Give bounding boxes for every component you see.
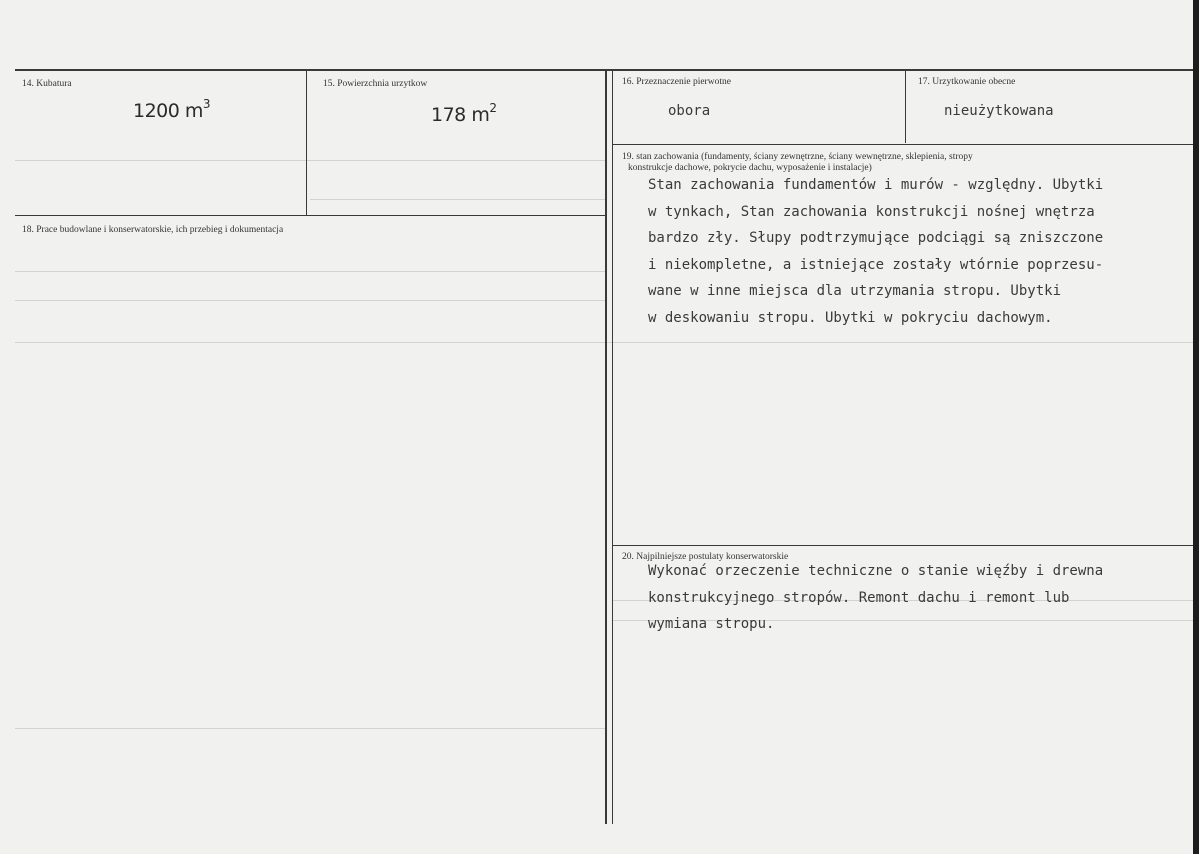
kubatura-value: 1200 $m^3$	[133, 97, 211, 122]
text-line: i niekompletne, a istniejące zostały wtórnie poprzesu-	[648, 256, 1104, 273]
text-line: Wykonać orzeczenie techniczne o stanie więźby i drewna	[648, 563, 1104, 579]
stan-zachowania-text	[648, 172, 1103, 331]
bleed-line	[15, 271, 605, 272]
prace-budowlane-label: 18. Prace budowlane i konserwatorskie, ich przebieg i dokumentacja	[22, 225, 284, 235]
rule-above-18	[15, 215, 605, 216]
center-divider-inner	[612, 71, 613, 824]
uzytkowanie-label: 17. Urzytkowanie obecne	[918, 77, 1016, 87]
uzytkowanie-value: nieużytkowana	[944, 103, 1054, 119]
rule-above-19	[612, 144, 1193, 145]
stan-zachowania-label-2: konstrukcje dachowe, pokrycie dachu, wyposażenie i instalacje)	[628, 163, 872, 173]
przeznaczenie-label: 16. Przeznaczenie pierwotne	[622, 77, 731, 87]
divider-16-17	[905, 71, 906, 143]
divider-14-15	[306, 71, 307, 216]
text-line: w deskowaniu stropu. Ubytki w pokryciu dachowym.	[648, 309, 1053, 326]
kubatura-label: 14. Kubatura	[22, 79, 72, 89]
powierzchnia-label: 15. Powierzchnia urzytkow	[323, 79, 428, 89]
bleed-line	[15, 342, 1193, 343]
text-line: wane w inne miejsca dla utrzymania stropu. Ubytki	[648, 283, 1062, 299]
przeznaczenie-value: obora	[668, 103, 711, 119]
center-divider	[605, 71, 607, 824]
bleed-line	[15, 160, 605, 161]
card-edge	[1193, 0, 1199, 854]
stan-zachowania-label-1: 19. stan zachowania (fundamenty, ściany zewnętrzne, ściany wewnętrzne, sklepienia, stropy	[622, 152, 973, 162]
bleed-line	[310, 199, 605, 200]
postulaty-text	[648, 558, 1103, 638]
text-line: bardzo zły. Słupy podtrzymujące podciągi są zniszczone	[648, 230, 1104, 246]
top-rule	[15, 69, 1193, 71]
text-line: konstrukcyjnego stropów. Remont dachu i remont lub	[648, 589, 1070, 606]
text-line: Stan zachowania fundamentów i murów - względny. Ubytki	[648, 177, 1104, 193]
bleed-line	[15, 300, 605, 301]
rule-above-20	[612, 545, 1193, 546]
text-line: wymiana stropu.	[648, 616, 775, 632]
powierzchnia-value: 178 $m^2$	[431, 101, 497, 126]
postulaty-label: 20. Najpilniejsze postulaty konserwatorskie	[622, 552, 789, 562]
text-line: w tynkach, Stan zachowania konstrukcji nośnej wnętrza	[648, 203, 1095, 220]
bleed-line	[15, 728, 605, 729]
